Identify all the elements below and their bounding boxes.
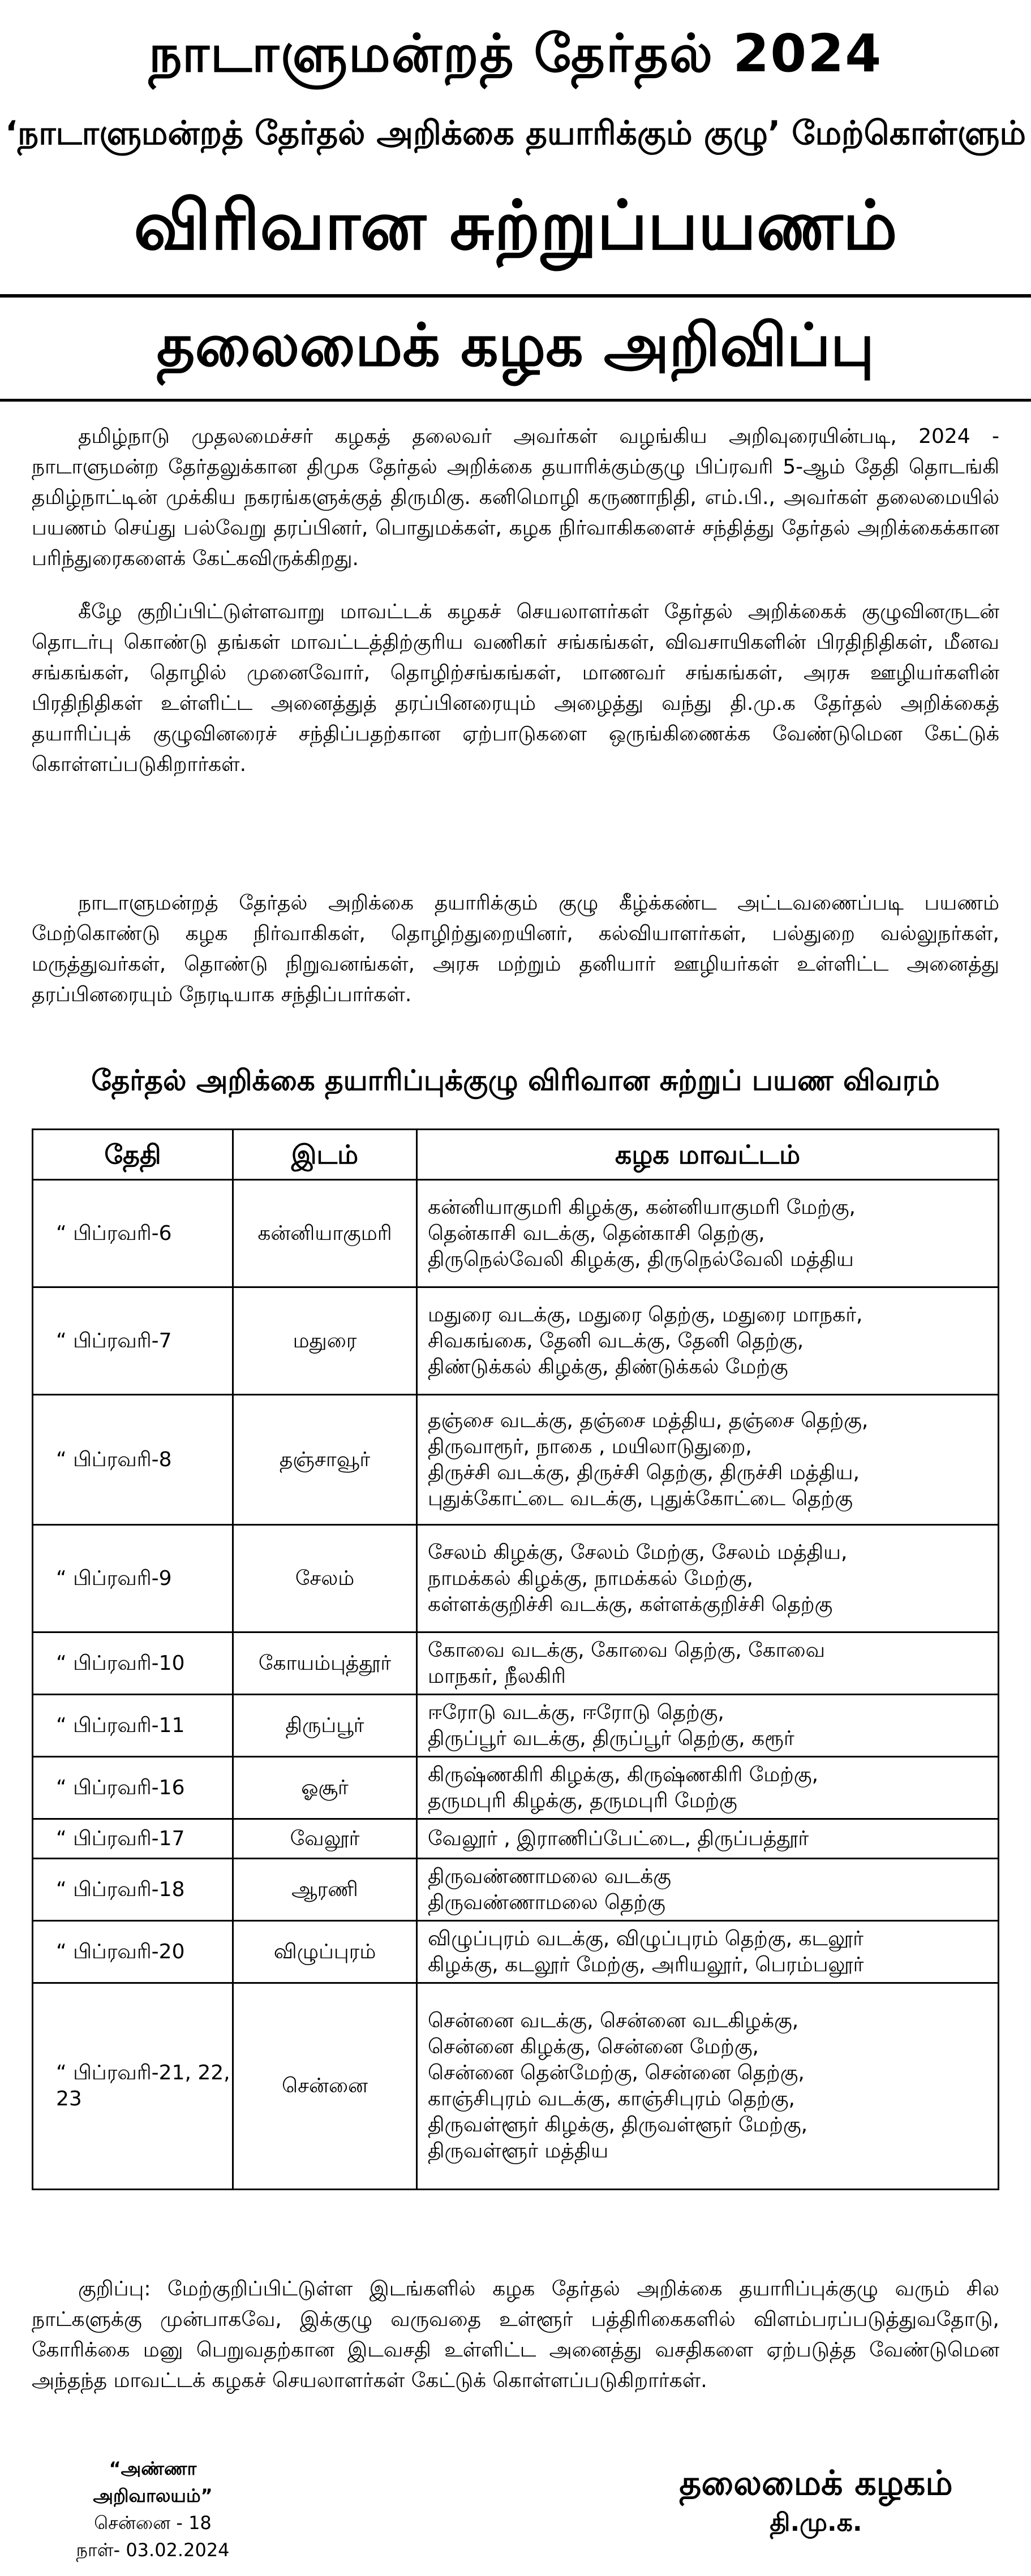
district-line: புதுக்கோட்டை வடக்கு, புதுக்கோட்டை தெற்கு — [428, 1487, 853, 1510]
row-districts — [417, 1921, 999, 1983]
table-row — [33, 1180, 999, 1287]
paragraph: நாடாளுமன்றத் தேர்தல் அறிக்கை தயாரிக்கும் குழு கீழ்க்கண்ட அட்டவணைப்படி பயணம் மேற்கொண்டு கழக நிர்வாகிகள், தொழிற்துறையினர், கல்வியாளர்கள், பல்துறை வல்லுநர்கள், மருத்துவர்கள், தொண்டு நிறுவனங்கள், அரசு மற்றும் தனியார் ஊழியர்கள் உள்ளிட்ட அனைத்து தரப்பினரையும் நேரடியாக சந்திப்பார்கள். — [32, 891, 999, 1006]
district-line: சேலம் கிழக்கு, சேலம் மேற்கு, சேலம் மத்திய, — [428, 1540, 848, 1564]
address-name: “அண்ணா அறிவாலயம்” — [93, 2458, 213, 2506]
table-row — [33, 1632, 999, 1695]
row-date: “ பிப்ரவரி-9 — [33, 1525, 233, 1632]
row-date: “ பிப்ரவரி-7 — [33, 1287, 233, 1395]
signature-block — [658, 2461, 974, 2540]
paragraph: கீழே குறிப்பிட்டுள்ளவாறு மாவட்டக் கழகச் செயலாளர்கள் தேர்தல் அறிக்கைக் குழுவினருடன் தொடர்பு கொண்டு தங்கள் மாவட்டத்திற்குரிய வணிகர் சங்கங்கள், விவசாயிகளின் பிரதிநிதிகள், மீனவ சங்கங்கள், தொழில் முனைவோர், தொழிற்சங்கங்கள், மாணவர் சங்கங்கள், அரசு ஊழியர்களின் பிரதிநிதிகள் உள்ளிட்ட அனைத்துத் தரப்பினரையும் அழைத்து வந்து தி.மு.க தேர்தல் அறிக்கைத் தயாரிப்புக் குழுவினரைச் சந்திப்பதற்கான ஏற்பாடுகளை ஒருங்கிணைக்க வேண்டுமென கேட்டுக் கொள்ளப்படுகிறார்கள். — [32, 600, 999, 776]
announcement-heading: தலைமைக் கழக அறிவிப்பு — [156, 311, 875, 380]
signature-org: தி.மு.க. — [770, 2508, 862, 2537]
row-districts — [417, 1819, 999, 1859]
row-date: “ பிப்ரவரி-20 — [33, 1921, 233, 1983]
table-title: தேர்தல் அறிக்கை தயாரிப்புக்குழு விரிவான சுற்றுப் பயண விவரம் — [91, 1064, 940, 1097]
row-place: கோயம்புத்தூர் — [233, 1632, 417, 1695]
table-row — [33, 1859, 999, 1921]
district-line: திருவள்ளூர் கிழக்கு, திருவள்ளூர் மேற்கு, — [428, 2113, 808, 2136]
district-line: சென்னை வடக்கு, சென்னை வடகிழக்கு, — [428, 2009, 799, 2032]
schedule-body — [33, 1180, 999, 2190]
district-line: திருவண்ணாமலை வடக்கு — [428, 1864, 672, 1888]
table-row — [33, 1921, 999, 1983]
divider — [0, 399, 1031, 402]
district-line: மாநகர், நீலகிரி — [428, 1664, 566, 1688]
address-city: சென்னை - 18 — [94, 2512, 212, 2534]
header-main-title: விரிவான சுற்றுப்பயணம் — [134, 187, 897, 265]
district-line: சென்னை தென்மேற்கு, சென்னை தெற்கு, — [428, 2061, 805, 2084]
district-line: திண்டுக்கல் கிழக்கு, திண்டுக்கல் மேற்கு — [428, 1355, 788, 1379]
district-line: கன்னியாகுமரி கிழக்கு, கன்னியாகுமரி மேற்கு, — [428, 1195, 856, 1219]
row-date: “ பிப்ரவரி-17 — [33, 1819, 233, 1859]
table-header-row — [33, 1130, 999, 1180]
row-place: திருப்பூர் — [233, 1695, 417, 1757]
row-date: “ பிப்ரவரி-16 — [33, 1757, 233, 1819]
schedule-table — [32, 1128, 999, 2190]
table-row — [33, 1695, 999, 1757]
column-header-place: இடம் — [233, 1130, 417, 1180]
row-districts — [417, 1632, 999, 1695]
note-paragraph: குறிப்பு: மேற்குறிப்பிட்டுள்ள இடங்களில் கழக தேர்தல் அறிக்கை தயாரிப்புக்குழு வரும் சில நாட்களுக்கு முன்பாகவே, இக்குழு வருவதை உள்ளூர் பத்திரிகைகளில் விளம்பரப்படுத்துவதோடு, கோரிக்கை மனு பெறுவதற்கான இடவசதி உள்ளிட்ட அனைத்து வசதிகளை ஏற்படுத்த வேண்டுமென அந்தந்த மாவட்டக் கழகச் செயலாளர்கள் கேட்டுக் கொள்ளப்படுகிறார்கள். — [32, 2277, 999, 2392]
district-line: தஞ்சை வடக்கு, தஞ்சை மத்திய, தஞ்சை தெற்கு, — [428, 1408, 869, 1432]
table-row — [33, 1525, 999, 1632]
row-districts — [417, 1757, 999, 1819]
header-subtitle: ‘நாடாளுமன்றத் தேர்தல் அறிக்கை தயாரிக்கும் குழு’ மேற்கொள்ளும் — [5, 114, 1026, 152]
district-line: தென்காசி வடக்கு, தென்காசி தெற்கு, — [428, 1221, 765, 1245]
row-districts — [417, 1695, 999, 1757]
district-line: கள்ளக்குறிச்சி வடக்கு, கள்ளக்குறிச்சி தெற்கு — [428, 1592, 833, 1616]
column-header-districts: கழக மாவட்டம் — [417, 1130, 999, 1180]
row-date: “ பிப்ரவரி-10 — [33, 1632, 233, 1695]
row-districts — [417, 1983, 999, 2190]
district-line: திருச்சி வடக்கு, திருச்சி தெற்கு, திருச்சி மத்திய, — [428, 1461, 860, 1484]
row-place: சேலம் — [233, 1525, 417, 1632]
row-districts — [417, 1395, 999, 1525]
table-row — [33, 1287, 999, 1395]
district-line: சென்னை கிழக்கு, சென்னை மேற்கு, — [428, 2035, 759, 2058]
paragraph: தமிழ்நாடு முதலமைச்சர் கழகத் தலைவர் அவர்கள் வழங்கிய அறிவுரையின்படி, 2024 - நாடாளுமன்ற தேர்தலுக்கான திமுக தேர்தல் அறிக்கை தயாரிக்கும்குழு பிப்ரவரி 5-ஆம் தேதி தொடங்கி தமிழ்நாட்டின் முக்கிய நகரங்களுக்குத் திருமிகு. கனிமொழி கருணாநிதி, எம்.பி., அவர்கள் தலைமையில் பயணம் செய்து பல்வேறு தரப்பினர், பொதுமக்கள், கழக நிர்வாகிகளைச் சந்தித்து தேர்தல் அறிக்கைக்கான பரிந்துரைகளைக் கேட்கவிருக்கிறது. — [32, 425, 999, 570]
row-place: வேலூர் — [233, 1819, 417, 1859]
row-date: “ பிப்ரவரி-11 — [33, 1695, 233, 1757]
row-date: “ பிப்ரவரி-8 — [33, 1395, 233, 1525]
row-place: கன்னியாகுமரி — [233, 1180, 417, 1287]
row-place: தஞ்சாவூர் — [233, 1395, 417, 1525]
district-line: கிழக்கு, கடலூர் மேற்கு, அரியலூர், பெரம்பலூர் — [428, 1953, 864, 1976]
divider — [0, 294, 1031, 298]
district-line: கோவை வடக்கு, கோவை தெற்கு, கோவை — [428, 1638, 826, 1662]
row-place: சென்னை — [233, 1983, 417, 2190]
signature-title: தலைமைக் கழகம் — [679, 2463, 953, 2503]
district-line: வேலூர் , இராணிப்பேட்டை, திருப்பத்தூர் — [428, 1827, 809, 1850]
table-row — [33, 1757, 999, 1819]
district-line: காஞ்சிபுரம் வடக்கு, காஞ்சிபுரம் தெற்கு, — [428, 2087, 796, 2110]
district-line: திருவாரூர், நாகை , மயிலாடுதுறை, — [428, 1435, 752, 1458]
row-districts — [417, 1180, 999, 1287]
district-line: திருவண்ணாமலை தெற்கு — [428, 1890, 665, 1914]
row-districts — [417, 1287, 999, 1395]
district-line: தருமபுரி கிழக்கு, தருமபுரி மேற்கு — [428, 1789, 737, 1812]
district-line: திருவள்ளூர் மத்திய — [428, 2139, 609, 2163]
district-line: கிருஷ்ணகிரி கிழக்கு, கிருஷ்ணகிரி மேற்கு, — [428, 1763, 819, 1786]
row-place: விழுப்புரம் — [233, 1921, 417, 1983]
district-line: நாமக்கல் கிழக்கு, நாமக்கல் மேற்கு, — [428, 1566, 753, 1590]
district-line: திருநெல்வேலி கிழக்கு, திருநெல்வேலி மத்திய — [428, 1247, 854, 1271]
address-block — [57, 2455, 249, 2564]
row-date: “ பிப்ரவரி-21, 22, 23 — [33, 1983, 233, 2190]
row-date: “ பிப்ரவரி-18 — [33, 1859, 233, 1921]
table-row — [33, 1395, 999, 1525]
table-row — [33, 1983, 999, 2190]
district-line: சிவகங்கை, தேனி வடக்கு, தேனி தெற்கு, — [428, 1329, 804, 1352]
district-line: விழுப்புரம் வடக்கு, விழுப்புரம் தெற்கு, கடலூர் — [428, 1927, 864, 1950]
column-header-date: தேதி — [33, 1130, 233, 1180]
row-districts — [417, 1525, 999, 1632]
row-date: “ பிப்ரவரி-6 — [33, 1180, 233, 1287]
row-place: மதுரை — [233, 1287, 417, 1395]
row-districts — [417, 1859, 999, 1921]
header-title: நாடாளுமன்றத் தேர்தல் 2024 — [148, 23, 883, 84]
district-line: ஈரோடு வடக்கு, ஈரோடு தெற்கு, — [428, 1700, 724, 1724]
issue-date: நாள்- 03.02.2024 — [76, 2539, 230, 2561]
row-place: ஓசூர் — [233, 1757, 417, 1819]
district-line: மதுரை வடக்கு, மதுரை தெற்கு, மதுரை மாநகர், — [428, 1303, 863, 1326]
district-line: திருப்பூர் வடக்கு, திருப்பூர் தெற்கு, கரூர் — [428, 1726, 794, 1750]
row-place: ஆரணி — [233, 1859, 417, 1921]
table-row — [33, 1819, 999, 1859]
